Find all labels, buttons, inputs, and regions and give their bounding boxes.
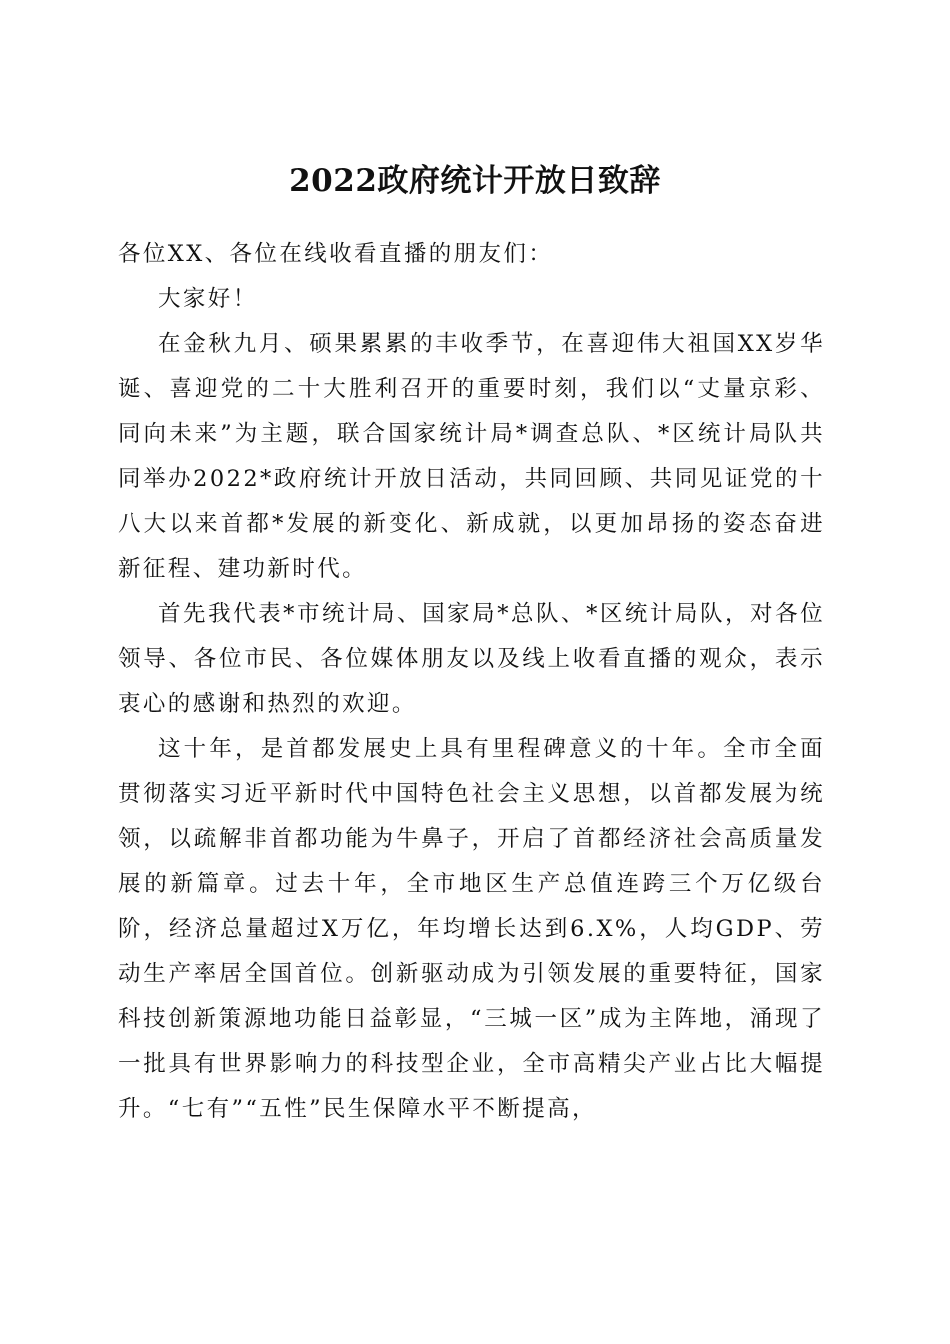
paragraph-decade: 这十年，是首都发展史上具有里程碑意义的十年。全市全面贯彻落实习近平新时代中国特色社会主义思想，以首都发展为统领，以疏解非首都功能为牛鼻子，开启了首都经济社会高质量发展的新篇章。过去十年，全市地区生产总值连跨三个万亿级台阶，经济总量超过X万亿，年均增长达到6.X%，人均GDP、劳动生产率居全国首位。创新驱动成为引领发展的重要特征，国家科技创新策源地功能日益彰显，“三城一区”成为主阵地，涌现了一批具有世界影响力的科技型企业，全市高精尖产业占比大幅提升。“七有”“五性”民生保障水平不断提高， — [118, 736, 825, 1122]
paragraph-intro: 在金秋九月、硕果累累的丰收季节，在喜迎伟大祖国XX岁华诞、喜迎党的二十大胜利召开的重要时刻，我们以“丈量京彩、同向未来”为主题，联合国家统计局*调查总队、*区统计局队共同举办2022*政府统计开放日活动，共同回顾、共同见证党的十八大以来首都*发展的新变化、新成就，以更加昂扬的姿态奋进新征程、建功新时代。 — [118, 331, 825, 582]
salutation: 各位XX、各位在线收看直播的朋友们： — [118, 241, 554, 267]
document-body — [118, 232, 825, 1132]
paragraph-greeting: 大家好！ — [158, 286, 258, 312]
page-title: 2022政府统计开放日致辞 — [289, 162, 661, 199]
paragraph-thanks: 首先我代表*市统计局、国家局*总队、*区统计局队，对各位领导、各位市民、各位媒体朋友以及线上收看直播的观众，表示衷心的感谢和热烈的欢迎。 — [118, 601, 825, 717]
